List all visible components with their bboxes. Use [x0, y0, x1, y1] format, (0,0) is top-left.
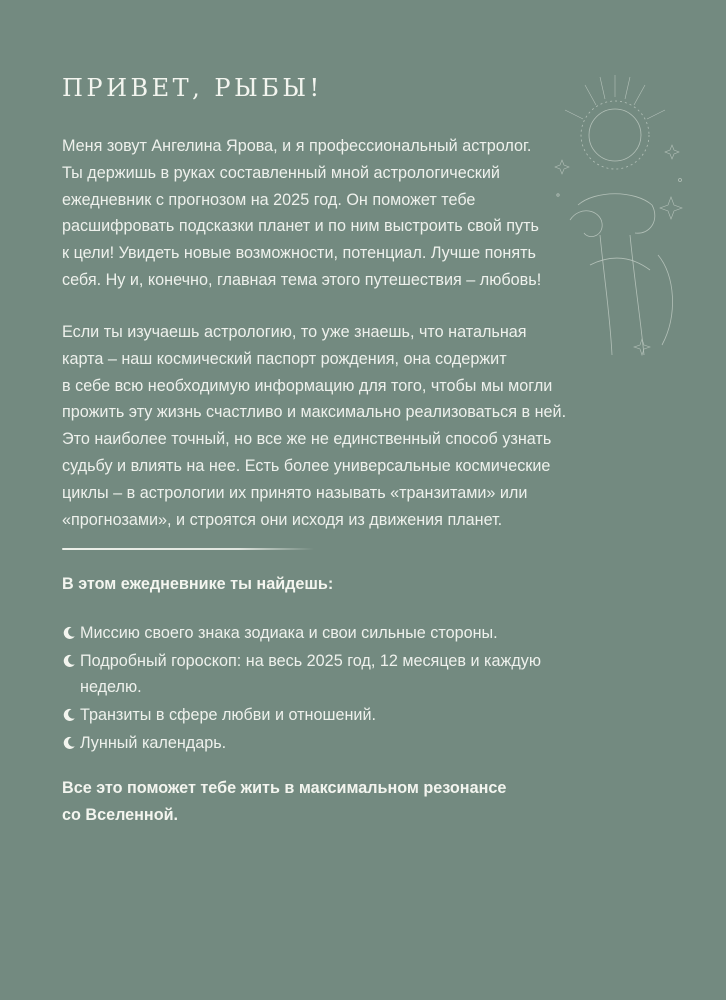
- list-item-text: Лунный календарь.: [80, 733, 227, 752]
- paragraph-line: прожить эту жизнь счастливо и максимально реализоваться в ней.: [62, 403, 567, 422]
- paragraph-line: «прогнозами», и строятся они исходя из движения планет.: [62, 510, 503, 529]
- features-list: [62, 621, 672, 759]
- intro-paragraph: [62, 133, 672, 294]
- astrology-paragraph: [62, 319, 672, 533]
- paragraph-line: карта – наш космический паспорт рождения, она содержит: [62, 349, 507, 368]
- paragraph-line: циклы – в астрологии их принято называть «транзитами» или: [62, 483, 528, 502]
- paragraph-line: в себе всю необходимую информацию для того, чтобы мы могли: [62, 376, 553, 395]
- section-divider: [62, 548, 314, 550]
- paragraph-line: судьбу и влиять на нее. Есть более универсальные космические: [62, 456, 551, 475]
- list-item: [62, 621, 672, 647]
- paragraph-line: Если ты изучаешь астрологию, то уже знаешь, что натальная: [62, 323, 527, 341]
- paragraph-line: Ты держишь в руках составленный мной астрологический: [62, 163, 500, 182]
- closing-statement: [62, 775, 672, 829]
- crescent-moon-icon: [62, 708, 76, 722]
- list-heading: В этом ежедневнике ты найдешь:: [62, 575, 334, 593]
- list-item: [62, 649, 672, 700]
- list-item-text: Подробный гороскоп: на весь 2025 год, 12 месяцев и каждую: [80, 652, 541, 670]
- list-item-text: Транзиты в сфере любви и отношений.: [80, 705, 376, 724]
- paragraph-line: Меня зовут Ангелина Ярова, и я профессиональный астролог.: [62, 137, 532, 155]
- paragraph-line: Это наиболее точный, но все же не единственный способ узнать: [62, 430, 552, 449]
- list-item: [62, 731, 672, 757]
- crescent-moon-icon: [62, 626, 76, 640]
- crescent-moon-icon: [62, 736, 76, 750]
- list-item: [62, 703, 672, 729]
- paragraph-line: к цели! Увидеть новые возможности, потенциал. Лучше понять: [62, 244, 536, 263]
- crescent-moon-icon: [62, 654, 76, 668]
- paragraph-line: ежедневник с прогнозом на 2025 год. Он поможет тебе: [62, 190, 476, 209]
- closing-line: со Вселенной.: [62, 806, 179, 824]
- paragraph-line: расшифровать подсказки планет и по ним выстроить свой путь: [62, 217, 539, 236]
- paragraph-line: себя. Ну и, конечно, главная тема этого путешествия – любовь!: [62, 270, 542, 289]
- page-title: ПРИВЕТ, РЫБЫ!: [62, 74, 323, 102]
- list-item-text: Миссию своего знака зодиака и свои сильные стороны.: [80, 624, 498, 642]
- list-item-text: неделю.: [80, 677, 142, 696]
- closing-line: Все это поможет тебе жить в максимальном резонансе: [62, 779, 507, 797]
